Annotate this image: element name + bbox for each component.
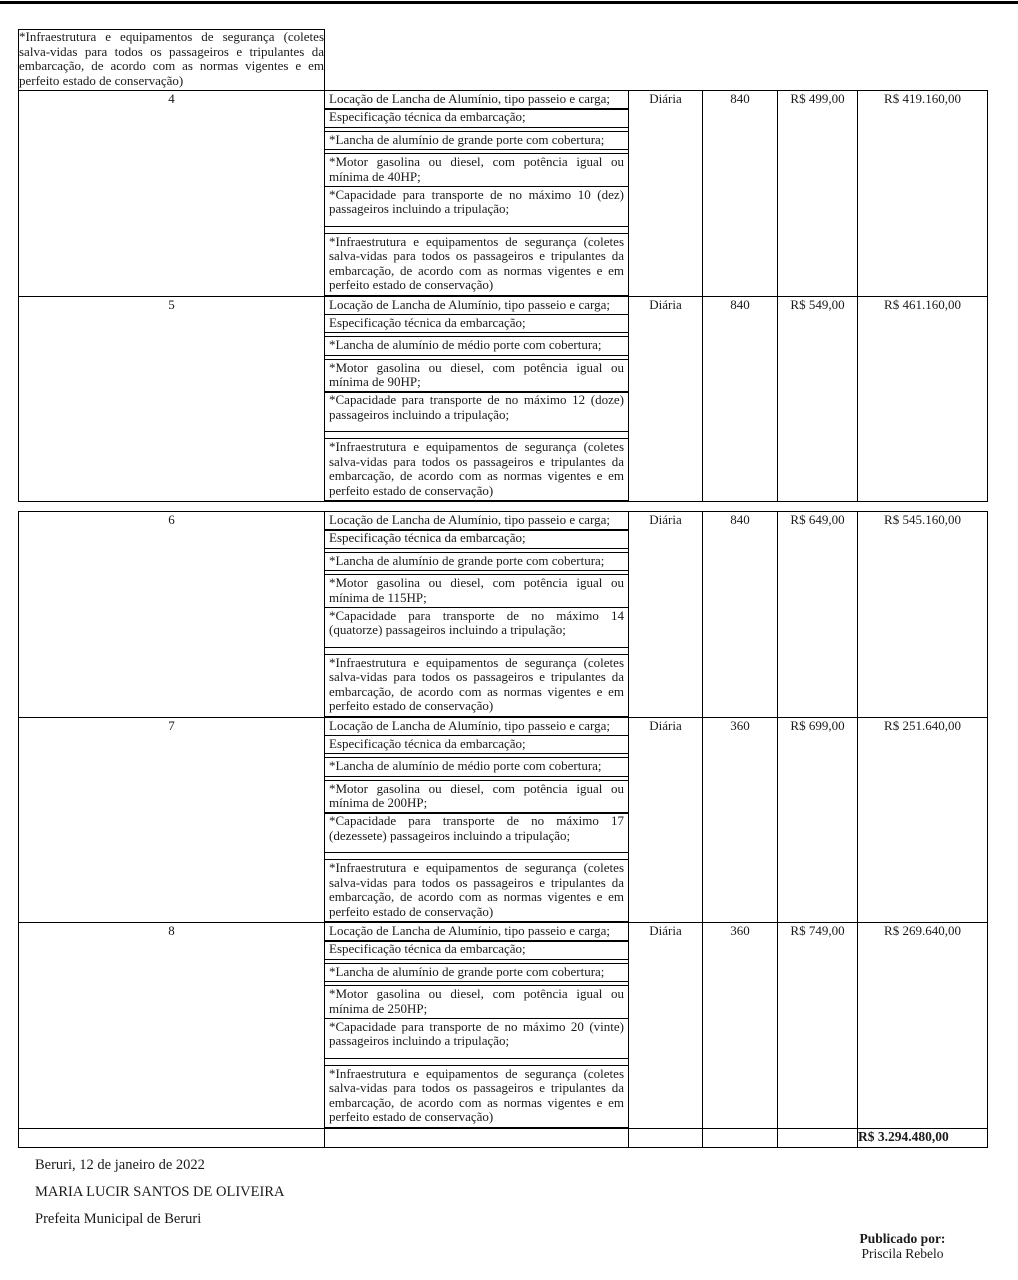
spec-line: *Capacidade para transporte de no máximo 17 (dezessete) passageiros incluindo a tripulação; <box>325 812 628 853</box>
published-by-block <box>815 1231 990 1261</box>
table-row <box>19 717 988 923</box>
spec-line: *Lancha de alumínio de médio porte com cobertura; <box>325 336 628 356</box>
spec-line: *Capacidade para transporte de no máximo 12 (doze) passageiros incluindo a tripulação; <box>325 391 628 432</box>
description-cell <box>325 296 629 502</box>
empty-cell <box>778 1128 858 1147</box>
spec-line: Locação de Lancha de Alumínio, tipo passeio e carga; <box>325 923 628 942</box>
table-row <box>19 296 988 502</box>
unit-cell: Diária <box>629 923 703 1129</box>
spec-line: *Motor gasolina ou diesel, com potência igual ou mínima de 115HP; <box>325 574 628 608</box>
spec-line: *Motor gasolina ou diesel, com potência igual ou mínima de 200HP; <box>325 780 628 814</box>
spec-line: *Motor gasolina ou diesel, com potência igual ou mínima de 40HP; <box>325 153 628 187</box>
spec-line: Especificação técnica da embarcação; <box>325 940 628 960</box>
row-total-cell: R$ 269.640,00 <box>858 923 988 1129</box>
description-cell <box>325 923 629 1129</box>
spec-line: *Infraestrutura e equipamentos de segurança (coletes salva-vidas para todos os passageiros e tripulantes da embarcação, de acordo com as normas vigentes e em perfeito estado de conservação) <box>325 438 628 501</box>
spec-line: *Motor gasolina ou diesel, com potência igual ou mínima de 90HP; <box>325 359 628 393</box>
row-total-cell: R$ 251.640,00 <box>858 717 988 923</box>
item-number-cell: 5 <box>19 296 325 502</box>
date-line: Beruri, 12 de janeiro de 2022 <box>35 1156 205 1173</box>
table-row <box>19 512 988 718</box>
unit-price-cell: R$ 749,00 <box>778 923 858 1129</box>
empty-cell <box>19 1128 325 1147</box>
spec-line: Locação de Lancha de Alumínio, tipo passeio e carga; <box>325 297 628 316</box>
spec-line: *Infraestrutura e equipamentos de segurança (coletes salva-vidas para todos os passageiros e tripulantes da embarcação, de acordo com as normas vigentes e em perfeito estado de conservação) <box>325 859 628 922</box>
quantity-cell: 360 <box>703 923 778 1129</box>
unit-cell: Diária <box>629 717 703 923</box>
table-row <box>19 91 988 297</box>
spec-line: *Capacidade para transporte de no máximo 20 (vinte) passageiros incluindo a tripulação; <box>325 1018 628 1059</box>
item-number-cell: 8 <box>19 923 325 1129</box>
empty-cell <box>629 1128 703 1147</box>
description-cell <box>325 717 629 923</box>
spec-line: Locação de Lancha de Alumínio, tipo passeio e carga; <box>325 512 628 531</box>
unit-price-cell: R$ 649,00 <box>778 512 858 718</box>
signature-title: Prefeita Municipal de Beruri <box>35 1210 202 1227</box>
published-by-name: Priscila Rebelo <box>861 1246 944 1261</box>
quantity-cell: 840 <box>703 512 778 718</box>
spec-line: *Lancha de alumínio de médio porte com cobertura; <box>325 757 628 777</box>
published-by-label: Publicado por: <box>859 1231 946 1246</box>
spec-line: Locação de Lancha de Alumínio, tipo passeio e carga; <box>325 91 628 110</box>
continuation-cell: *Infraestrutura e equipamentos de segurança (coletes salva-vidas para todos os passageiros e tripulantes da embarcação, de acordo com as normas vigentes e em perfeito estado de conservação) <box>19 30 325 91</box>
grand-total-value: R$ 3.294.480,00 <box>858 1128 988 1147</box>
spec-line: Especificação técnica da embarcação; <box>325 314 628 334</box>
continuation-row <box>19 30 988 91</box>
spec-line: *Lancha de alumínio de grande porte com cobertura; <box>325 963 628 983</box>
item-number-cell: 6 <box>19 512 325 718</box>
table-break <box>18 502 987 511</box>
spec-line: *Infraestrutura e equipamentos de segurança (coletes salva-vidas para todos os passageiros e tripulantes da embarcação, de acordo com as normas vigentes e em perfeito estado de conservação) <box>325 233 628 296</box>
blank-area <box>325 30 988 91</box>
row-total-cell: R$ 461.160,00 <box>858 296 988 502</box>
spec-line: *Motor gasolina ou diesel, com potência igual ou mínima de 250HP; <box>325 985 628 1019</box>
spec-line: Locação de Lancha de Alumínio, tipo passeio e carga; <box>325 718 628 737</box>
unit-price-cell: R$ 699,00 <box>778 717 858 923</box>
quantity-cell: 840 <box>703 91 778 297</box>
spec-line: *Infraestrutura e equipamentos de segurança (coletes salva-vidas para todos os passageiros e tripulantes da embarcação, de acordo com as normas vigentes e em perfeito estado de conservação) <box>325 1065 628 1128</box>
empty-cell <box>703 1128 778 1147</box>
unit-price-cell: R$ 499,00 <box>778 91 858 297</box>
spec-line: *Infraestrutura e equipamentos de segurança (coletes salva-vidas para todos os passageiros e tripulantes da embarcação, de acordo com as normas vigentes e em perfeito estado de conservação) <box>325 654 628 717</box>
quantity-cell: 840 <box>703 296 778 502</box>
row-total-cell: R$ 545.160,00 <box>858 512 988 718</box>
items-table-upper <box>18 29 988 502</box>
items-table-lower <box>18 511 988 1148</box>
spec-line: *Lancha de alumínio de grande porte com cobertura; <box>325 552 628 572</box>
spec-line: *Capacidade para transporte de no máximo 14 (quatorze) passageiros incluindo a tripulação; <box>325 607 628 648</box>
description-cell <box>325 512 629 718</box>
item-number-cell: 4 <box>19 91 325 297</box>
spec-line: Especificação técnica da embarcação; <box>325 735 628 755</box>
signature-block <box>35 1157 987 1227</box>
unit-cell: Diária <box>629 296 703 502</box>
spec-line: *Lancha de alumínio de grande porte com cobertura; <box>325 131 628 151</box>
unit-cell: Diária <box>629 512 703 718</box>
unit-price-cell: R$ 549,00 <box>778 296 858 502</box>
table-row <box>19 923 988 1129</box>
spec-line: *Capacidade para transporte de no máximo 10 (dez) passageiros incluindo a tripulação; <box>325 186 628 227</box>
spec-line: Especificação técnica da embarcação; <box>325 108 628 128</box>
spec-line: Especificação técnica da embarcação; <box>325 529 628 549</box>
unit-cell: Diária <box>629 91 703 297</box>
empty-cell <box>325 1128 629 1147</box>
grand-total-row <box>19 1128 988 1147</box>
item-number-cell: 7 <box>19 717 325 923</box>
description-cell <box>325 91 629 297</box>
signature-name: MARIA LUCIR SANTOS DE OLIVEIRA <box>35 1183 285 1200</box>
row-total-cell: R$ 419.160,00 <box>858 91 988 297</box>
quantity-cell: 360 <box>703 717 778 923</box>
top-divider <box>0 1 1018 4</box>
page-content <box>18 29 987 1238</box>
